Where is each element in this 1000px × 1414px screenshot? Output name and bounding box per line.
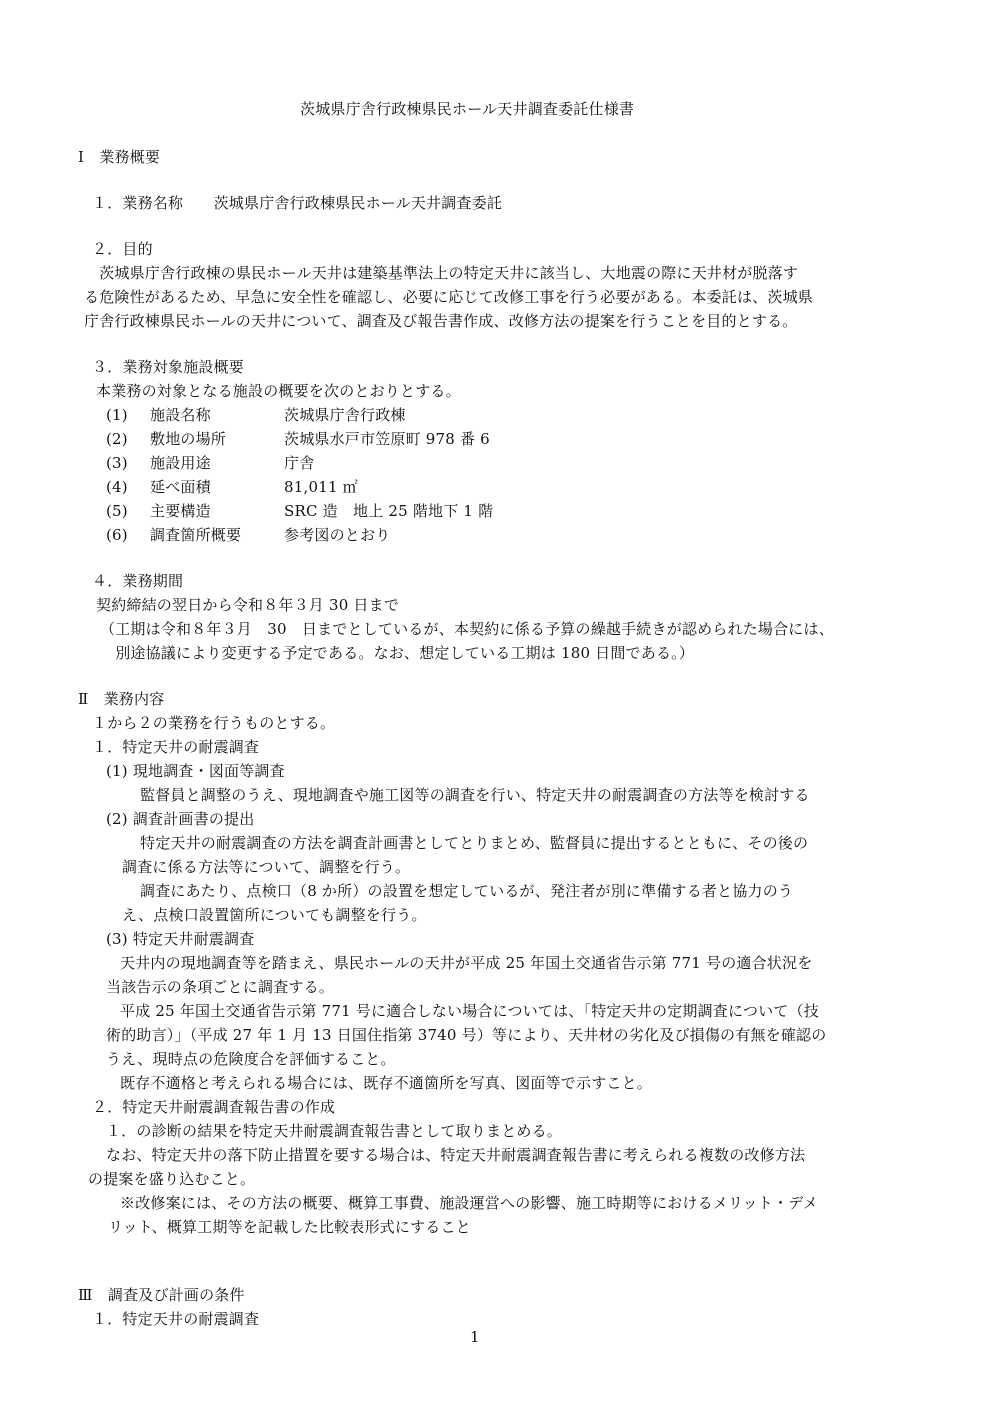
facility-label: 主要構造 [150, 502, 211, 520]
facility-row [0, 476, 1000, 498]
subsection-3-line: 既存不適格と考えられる場合には、既存不適箇所を写真、図面等で示すこと。 [120, 1074, 653, 1092]
facility-value: 参考図のとおり [284, 526, 391, 544]
period-line-1: 契約締結の翌日から令和８年３月 30 日まで [96, 596, 400, 614]
section-2-item-2-heading: ２．特定天井耐震調査報告書の作成 [92, 1098, 336, 1116]
period-line-2: （工期は令和８年３月 30 日までとしているが、本契約に係る予算の繰越手続きが認められた場合には、 [100, 620, 834, 638]
subsection-3-line: 平成 25 年国土交通省告示第 771 号に適合しない場合については、「特定天井の定期調査について（技 [120, 1002, 819, 1020]
purpose-line-3: 庁舎行政棟県民ホールの天井について、調査及び報告書作成、改修方法の提案を行うことを目的とする。 [84, 312, 798, 330]
section-2-intro: １から２の業務を行うものとする。 [92, 714, 336, 732]
facility-value: 81,011 ㎡ [284, 478, 358, 496]
subsection-3-line: 天井内の現地調査等を踏まえ、県民ホールの天井が平成 25 年国土交通省告示第 771 号の適合状況を [120, 954, 813, 972]
subsection-2-heading: (2) 調査計画書の提出 [106, 810, 255, 828]
report-line: なお、特定天井の落下防止措置を要する場合は、特定天井耐震調査報告書に考えられる複数の改修方法 [106, 1146, 806, 1164]
facility-label: 調査箇所概要 [150, 526, 242, 544]
subsection-2-line: 特定天井の耐震調査の方法を調査計画書としてとりまとめ、監督員に提出するとともに、その後の [140, 834, 809, 852]
report-line: ※改修案には、その方法の概要、概算工事費、施設運営への影響、施工時期等におけるメリット・デメ [120, 1194, 819, 1212]
facility-num: (3) [106, 454, 128, 472]
section-1-item-3-heading: ３．業務対象施設概要 [92, 358, 245, 376]
report-line: １．の診断の結果を特定天井耐震調査報告書として取りまとめる。 [106, 1122, 563, 1140]
page-number: 1 [470, 1328, 480, 1346]
subsection-3-line: うえ、現時点の危険度合を評価すること。 [106, 1050, 396, 1068]
section-1-heading: Ⅰ 業務概要 [78, 148, 161, 166]
facility-value: 茨城県水戸市笠原町 978 番 6 [284, 430, 490, 448]
subsection-3-line: 当該告示の条項ごとに調査する。 [106, 978, 335, 996]
report-line: の提案を盛り込むこと。 [88, 1170, 256, 1188]
facility-label: 延べ面積 [150, 478, 211, 496]
section-3-heading: Ⅲ 調査及び計画の条件 [78, 1286, 245, 1304]
facility-row [0, 428, 1000, 450]
section-2-heading: Ⅱ 業務内容 [78, 690, 165, 708]
subsection-1-heading: (1) 現地調査・図面等調査 [106, 762, 285, 780]
section-1-item-4-heading: ４．業務期間 [92, 572, 184, 590]
section-1-item-1: １．業務名称 茨城県庁舎行政棟県民ホール天井調査委託 [92, 194, 503, 212]
facility-row [0, 524, 1000, 546]
facility-value: SRC 造 地上 25 階地下 1 階 [284, 502, 494, 520]
facility-value: 茨城県庁舎行政棟 [284, 406, 406, 424]
section-3-item-1-heading: １．特定天井の耐震調査 [92, 1310, 260, 1328]
subsection-1-line: 監督員と調整のうえ、現地調査や施工図等の調査を行い、特定天井の耐震調査の方法等を検討する [140, 786, 810, 804]
document-title: 茨城県庁舎行政棟県民ホール天井調査委託仕様書 [300, 100, 635, 118]
section-2-item-1-heading: １．特定天井の耐震調査 [92, 738, 260, 756]
facility-num: (6) [106, 526, 128, 544]
subsection-2-line: え、点検口設置箇所についても調整を行う。 [122, 906, 427, 924]
purpose-line-1: 茨城県庁舎行政棟の県民ホール天井は建築基準法上の特定天井に該当し、大地震の際に天井材が脱落す [84, 264, 799, 282]
facility-row [0, 500, 1000, 522]
section-1-item-2-heading: ２．目的 [92, 240, 153, 258]
facility-label: 敷地の場所 [150, 430, 227, 448]
facility-intro: 本業務の対象となる施設の概要を次のとおりとする。 [96, 382, 461, 400]
facility-row [0, 404, 1000, 426]
facility-row [0, 452, 1000, 474]
facility-value: 庁舎 [284, 454, 315, 472]
subsection-3-heading: (3) 特定天井耐震調査 [106, 930, 255, 948]
facility-label: 施設名称 [150, 406, 211, 424]
facility-label: 施設用途 [150, 454, 211, 472]
facility-num: (5) [106, 502, 128, 520]
facility-num: (2) [106, 430, 128, 448]
facility-num: (4) [106, 478, 128, 496]
report-line: リット、概算工期等を記載した比較表形式にすること [108, 1218, 471, 1236]
subsection-2-line: 調査にあたり、点検口（8 か所）の設置を想定しているが、発注者が別に準備する者と協力のう [140, 882, 794, 900]
subsection-3-line: 術的助言）」（平成 27 年 1 月 13 日国住指第 3740 号）等により、天井材の劣化及び損傷の有無を確認の [106, 1026, 827, 1044]
subsection-2-line: 調査に係る方法等について、調整を行う。 [122, 858, 411, 876]
period-line-3: 別途協議により変更する予定である。なお、想定している工期は 180 日間である。） [100, 644, 695, 662]
facility-num: (1) [106, 406, 128, 424]
purpose-line-2: る危険性があるため、早急に安全性を確認し、必要に応じて改修工事を行う必要がある。本委託は、茨城県 [84, 288, 814, 306]
